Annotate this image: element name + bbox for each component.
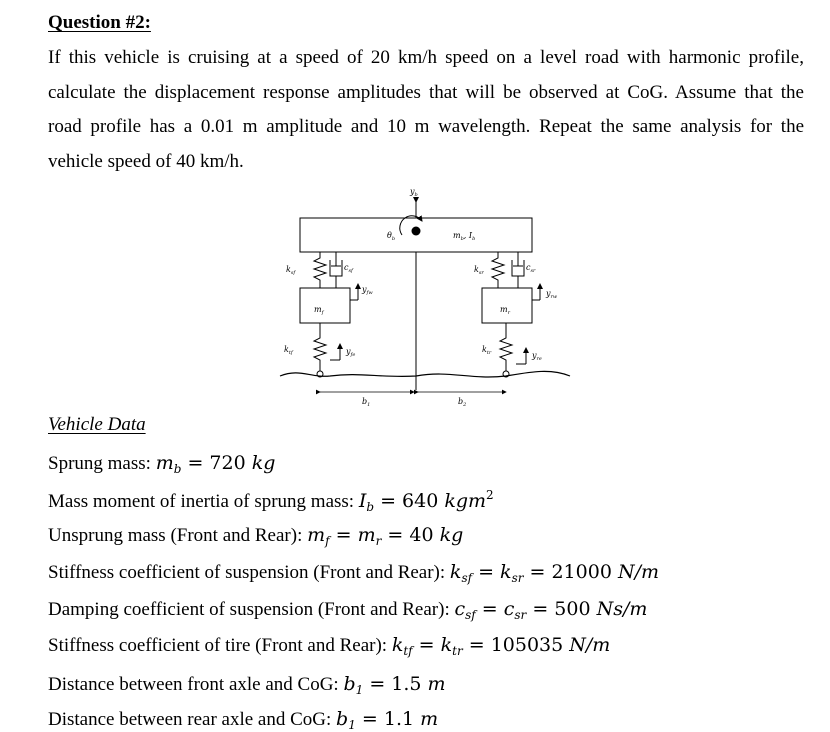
yrw-label: $y_{rw}$ — [546, 289, 558, 300]
data-row-tire-stiffness: Stiffness coefficient of tire (Front and Rear): $k_{tf} = k_{tr} = 105035$ N/m — [48, 634, 611, 658]
vehicle-data-heading: Vehicle Data — [48, 414, 146, 435]
b1-label: $b_1$ — [362, 397, 371, 408]
question-line: calculate the displacement response amplitudes that will be observed at CoG. Assume that the — [48, 81, 804, 103]
question-line: vehicle speed of 40 km/h. — [48, 151, 244, 173]
question-paragraph — [48, 41, 804, 180]
cog-marker — [412, 227, 421, 236]
mr-label: $m_r$ — [500, 305, 510, 316]
front-unsprung-mass — [300, 288, 350, 323]
data-row-suspension-stiffness: Stiffness coefficient of suspension (Front and Rear): $k_{sf} = k_{sr} = 21000$ N/m — [48, 561, 659, 585]
data-row-rear-distance: Distance between rear axle and CoG: $b_1 = 1.1$ m — [48, 708, 439, 732]
question-line: If this vehicle is cruising at a speed of 20 km/h speed on a level road with harmonic profile, — [48, 47, 804, 68]
ktr-label: $k_{tr}$ — [482, 345, 492, 356]
b2-label: $b_2$ — [458, 397, 467, 408]
yb-label: $y_b$ — [410, 187, 418, 198]
yfe-label: $y_{fe}$ — [346, 347, 356, 358]
data-row-inertia: Mass moment of inertia of sprung mass: $I_b = 640$ kgm$^2$ — [48, 488, 494, 514]
data-row-unsprung-mass: Unsprung mass (Front and Rear): $m_f = m_r = 40$ kg — [48, 524, 464, 548]
rear-suspension-spring — [492, 252, 504, 288]
yre-label: $y_{re}$ — [532, 351, 542, 362]
ktf-label: $k_{tf}$ — [284, 345, 293, 356]
data-row-front-distance: Distance between front axle and CoG: $b_1 = 1.5$ m — [48, 673, 446, 697]
rear-suspension-damper — [512, 252, 524, 288]
rear-tire-spring — [500, 323, 512, 372]
question-title: Question #2: — [48, 12, 151, 33]
mf-label: $m_f$ — [314, 305, 324, 316]
mass-inertia-label: $m_b$, $I_b$ — [453, 231, 476, 242]
csf-label: $c_{sf}$ — [344, 263, 353, 274]
road-profile — [280, 371, 570, 377]
front-suspension-damper — [330, 252, 342, 288]
front-tire-spring — [314, 323, 326, 372]
theta-label: $\theta_b$ — [387, 231, 396, 242]
csr-label: $c_{sr}$ — [526, 263, 536, 274]
data-row-sprung-mass: Sprung mass: $m_b = 720$ kg — [48, 452, 276, 476]
data-row-damping: Damping coefficient of suspension (Front and Rear): $c_{sf} = c_{sr} = 500$ Ns/m — [48, 598, 648, 622]
front-suspension-spring — [314, 252, 326, 288]
ksf-label: $k_{sf}$ — [286, 265, 296, 276]
half-car-model-diagram — [270, 180, 590, 410]
ksr-label: $k_{sr}$ — [474, 265, 484, 276]
question-line: road profile has a 0.01 m amplitude and 10 m wavelength. Repeat the same analysis for the — [48, 116, 804, 138]
yfw-label: $y_{fw}$ — [362, 285, 373, 296]
